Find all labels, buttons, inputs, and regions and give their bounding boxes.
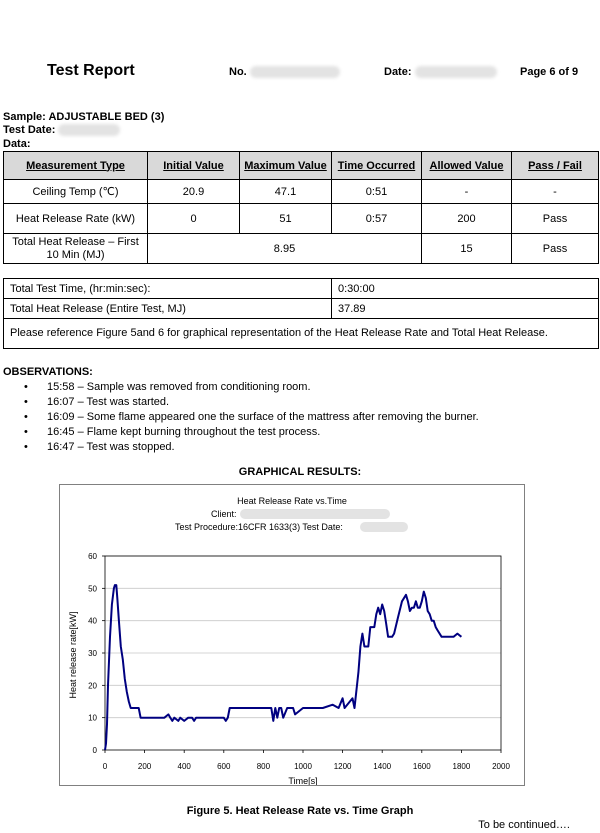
table-cell: 200 — [422, 204, 512, 234]
y-tick-label: 0 — [92, 746, 97, 755]
table-row — [4, 299, 599, 319]
x-tick-label: 1800 — [452, 762, 471, 771]
table-cell: Ceiling Temp (℃) — [4, 180, 148, 204]
x-tick-label: 1200 — [333, 762, 352, 771]
chart-frame — [59, 484, 525, 786]
results-table — [3, 151, 599, 264]
table-cell: 0 — [148, 204, 240, 234]
table-cell: 0:57 — [332, 204, 422, 234]
chart-procedure-label: Test Procedure:16CFR 1633(3) Test Date: — [175, 522, 343, 532]
bullet-icon: • — [24, 426, 28, 438]
observation-text: 16:07 – Test was started. — [47, 396, 170, 408]
list-item — [0, 425, 479, 440]
x-tick-label: 600 — [217, 762, 231, 771]
observation-text: 15:58 – Sample was removed from conditioning room. — [47, 381, 311, 393]
x-tick-label: 800 — [256, 762, 271, 771]
report-date — [384, 66, 497, 78]
table-cell: 20.9 — [148, 180, 240, 204]
x-tick-label: 400 — [177, 762, 191, 771]
table-cell: 37.89 — [332, 299, 599, 319]
col-header: Time Occurred — [332, 152, 422, 180]
test-date-line — [3, 124, 120, 136]
table-cell: - — [512, 180, 599, 204]
table-cell: Total Test Time, (hr:min:sec): — [4, 279, 332, 299]
chart-client-label: Client: — [211, 509, 237, 519]
observations-heading: OBSERVATIONS: — [3, 366, 93, 378]
x-axis-label: Time[s] — [288, 776, 318, 785]
sample-line: Sample: ADJUSTABLE BED (3) — [3, 111, 165, 123]
x-tick-label: 1000 — [294, 762, 312, 771]
col-header: Allowed Value — [422, 152, 512, 180]
y-axis-label: Heat release rate[kW] — [68, 611, 78, 699]
y-tick-label: 30 — [88, 649, 97, 658]
bullet-icon: • — [24, 396, 28, 408]
table-cell: Pass — [512, 204, 599, 234]
col-header: Maximum Value — [240, 152, 332, 180]
heat-release-chart — [60, 485, 524, 785]
table-cell: Total Heat Release (Entire Test, MJ) — [4, 299, 332, 319]
redacted-client — [240, 509, 390, 519]
x-tick-label: 2000 — [492, 762, 510, 771]
table-cell: Heat Release Rate (kW) — [4, 204, 148, 234]
table-row — [4, 234, 599, 264]
report-title: Test Report — [47, 62, 135, 79]
table-cell: 47.1 — [240, 180, 332, 204]
table-cell: 0:30:00 — [332, 279, 599, 299]
graph-heading: GRAPHICAL RESULTS: — [238, 466, 362, 478]
x-tick-label: 1600 — [412, 762, 431, 771]
chart-title: Heat Release Rate vs.Time — [237, 496, 347, 506]
observation-text: 16:09 – Some flame appeared one the surface of the mattress after removing the burner. — [47, 411, 479, 423]
redacted-chart-date — [360, 522, 408, 532]
summary-note: Please reference Figure 5and 6 for graphical representation of the Heat Release Rate and Total Heat Release. — [4, 319, 599, 349]
continued-note: To be continued…. — [478, 819, 570, 831]
observations-list — [0, 380, 479, 455]
table-cell: 51 — [240, 204, 332, 234]
y-tick-label: 10 — [88, 713, 97, 723]
table-cell: 8.95 — [148, 234, 422, 264]
list-item — [0, 410, 479, 425]
bullet-icon: • — [24, 411, 28, 423]
x-tick-label: 0 — [102, 762, 108, 771]
table-row — [4, 319, 599, 349]
table-cell: 15 — [422, 234, 512, 264]
bullet-icon: • — [24, 441, 28, 453]
results-header-row — [4, 152, 599, 180]
page-number: Page 6 of 9 — [520, 66, 579, 78]
list-item — [0, 380, 479, 395]
test-date-label: Test Date: — [3, 124, 56, 136]
table-cell: 0:51 — [332, 180, 422, 204]
series-line — [105, 585, 461, 750]
report-number — [229, 66, 340, 78]
redacted-date — [415, 66, 497, 78]
table-row — [4, 180, 599, 204]
x-tick-label: 200 — [137, 762, 152, 771]
list-item — [0, 395, 479, 410]
summary-table — [3, 278, 599, 349]
data-label: Data: — [3, 138, 31, 150]
y-tick-label: 60 — [88, 552, 97, 561]
col-header: Measurement Type — [4, 152, 148, 180]
observation-text: 16:47 – Test was stopped. — [47, 441, 175, 453]
table-row — [4, 279, 599, 299]
y-tick-label: 50 — [88, 584, 97, 594]
y-tick-label: 40 — [88, 616, 97, 626]
col-header: Pass / Fail — [512, 152, 599, 180]
table-cell: - — [422, 180, 512, 204]
table-cell: Pass — [512, 234, 599, 264]
col-header: Initial Value — [148, 152, 240, 180]
table-row — [4, 204, 599, 234]
observation-text: 16:45 – Flame kept burning throughout the test process. — [47, 426, 321, 438]
redacted-number — [250, 66, 340, 78]
figure-caption: Figure 5. Heat Release Rate vs. Time Graph — [186, 805, 414, 817]
bullet-icon: • — [24, 381, 28, 393]
report-number-label: No. — [229, 66, 247, 78]
report-date-label: Date: — [384, 66, 412, 78]
x-tick-label: 1400 — [373, 762, 392, 771]
y-tick-label: 20 — [88, 681, 97, 691]
list-item — [0, 440, 479, 455]
table-cell: Total Heat Release – First 10 Min (MJ) — [4, 234, 148, 264]
redacted-test-date — [58, 124, 120, 136]
